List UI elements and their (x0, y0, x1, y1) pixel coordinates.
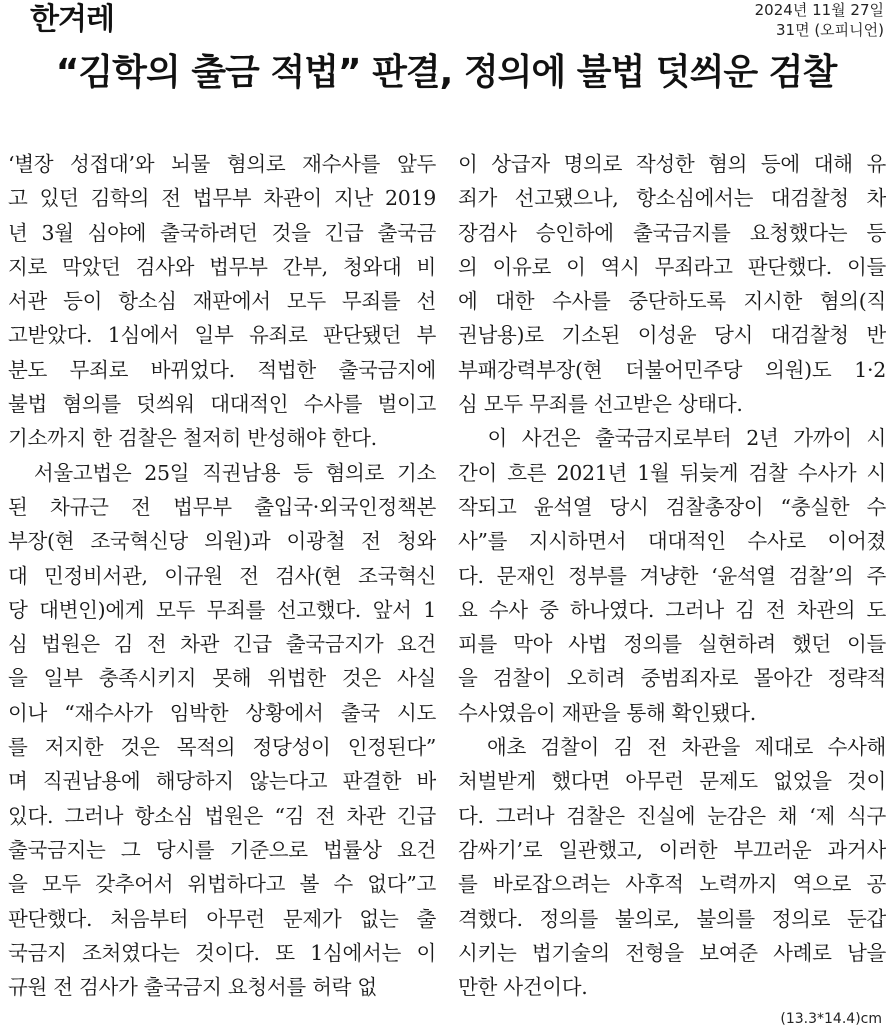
text-line: 서울고법은 25일 직권남용 등 혐의로 기소 (8, 460, 436, 485)
text-line: 이나 “재수사가 임박한 상황에서 출국 시도 (8, 700, 436, 725)
text-line: 감싸기’로 일관했고, 이러한 부끄러운 과거사 (458, 837, 886, 862)
text-line: 시키는 법기술의 전형을 보여준 사례로 남을 (458, 940, 886, 965)
article-dimensions: (13.3*14.4)cm (780, 1011, 882, 1027)
text-line: 요 수사 중 하나였다. 그러나 김 전 차관의 도 (458, 597, 886, 622)
text-line: 대 민정비서관, 이규원 전 검사(현 조국혁신 (8, 563, 436, 588)
text-line: 판단했다. 처음부터 아무런 문제가 없는 출 (8, 906, 436, 931)
text-line: 고받았다. 1심에서 일부 유죄로 판단됐던 부 (8, 323, 436, 348)
text-line: 지로 막았던 검사와 법무부 간부, 청와대 비 (8, 254, 436, 279)
text-line: 작되고 윤석열 당시 검찰총장이 “충실한 수 (458, 494, 886, 519)
text-line: 죄가 선고됐으나, 항소심에서는 대검찰청 차 (458, 186, 886, 211)
text-line: 된 차규근 전 법무부 출입국·외국인정책본 (8, 494, 436, 519)
text-line: 다. 그러나 검찰은 진실에 눈감은 채 ‘제 식구 (458, 803, 886, 828)
text-line: 고 있던 김학의 전 법무부 차관이 지난 2019 (8, 186, 436, 211)
article-headline: “김학의 출금 적법” 판결, 정의에 불법 덧씌운 검찰 (55, 52, 837, 93)
dateline (755, 0, 884, 40)
text-line: 를 바로잡으려는 사후적 노력까지 역으로 공 (458, 872, 886, 897)
text-line: 이 상급자 명의로 작성한 혐의 등에 대해 유 (458, 152, 886, 176)
text-line: 을 모두 갖추어서 위법하다고 볼 수 없다”고 (8, 872, 436, 897)
text-line: 부장(현 조국혁신당 의원)과 이광철 전 청와 (8, 529, 436, 554)
text-line: 부패강력부장(현 더불어민주당 의원)도 1·2 (458, 357, 886, 382)
text-line: 분도 무죄로 바뀌었다. 적법한 출국금지에 (8, 357, 436, 382)
text-line: ‘별장 성접대’와 뇌물 혐의로 재수사를 앞두 (8, 152, 436, 176)
text-line: 규원 전 검사가 출국금지 요청서를 허락 없 (8, 975, 377, 1000)
text-line: 애초 검찰이 김 전 차관을 제대로 수사해 (458, 735, 886, 760)
text-line: 만한 사건이다. (458, 975, 588, 1000)
text-line: 출국금지는 그 당시를 기준으로 법률상 요건 (8, 837, 436, 862)
text-line: 을 일부 충족시키지 못해 위법한 것은 사실 (8, 666, 436, 691)
text-line: 간이 흐른 2021년 1월 뒤늦게 검찰 수사가 시 (458, 460, 886, 485)
text-line: 서관 등이 항소심 재판에서 모두 무죄를 선 (8, 289, 436, 314)
text-line: 당 대변인)에게 모두 무죄를 선고했다. 앞서 1 (8, 597, 436, 622)
text-line: 권남용)로 기소된 이성윤 당시 대검찰청 반 (458, 323, 886, 348)
page-section: 31면 (오피니언) (775, 21, 884, 39)
text-line: 피를 막아 사법 정의를 실현하려 했던 이들 (458, 632, 886, 657)
text-line: 년 3월 심야에 출국하려던 것을 긴급 출국금 (8, 220, 436, 245)
article-column-left (8, 147, 436, 1004)
publication-date: 2024년 11월 27일 (754, 1, 884, 19)
text-line: 장검사 승인하에 출국금지를 요청했다는 등 (458, 220, 886, 245)
text-line: 사”를 지시하면서 대대적인 수사로 이어졌 (458, 529, 886, 554)
text-line: 격했다. 정의를 불의로, 불의를 정의로 둔갑 (458, 906, 886, 931)
text-line: 이 사건은 출국금지로부터 2년 가까이 시 (458, 426, 886, 451)
text-line: 심 법원은 김 전 차관 긴급 출국금지가 요건 (8, 632, 436, 657)
text-line: 다. 문재인 정부를 겨냥한 ‘윤석열 검찰’의 주 (458, 563, 886, 588)
text-line: 심 모두 무죄를 선고받은 상태다. (458, 392, 743, 417)
newspaper-logo: 한겨레 (30, 2, 114, 37)
text-line: 의 이유로 이 역시 무죄라고 판단했다. 이들 (458, 254, 886, 279)
text-line: 불법 혐의를 덧씌워 대대적인 수사를 벌이고 (8, 392, 436, 417)
text-line: 국금지 조처였다는 것이다. 또 1심에서는 이 (8, 940, 436, 965)
text-line: 며 직권남용에 해당하지 않는다고 판결한 바 (8, 769, 436, 794)
text-line: 수사였음이 재판을 통해 확인됐다. (458, 700, 756, 725)
article-column-right (458, 147, 886, 1004)
text-line: 를 저지한 것은 목적의 정당성이 인정된다” (8, 735, 436, 760)
text-line: 을 검찰이 오히려 중범죄자로 몰아간 정략적 (458, 666, 886, 691)
text-line: 기소까지 한 검찰은 철저히 반성해야 한다. (8, 426, 377, 451)
text-line: 있다. 그러나 항소심 법원은 “김 전 차관 긴급 (8, 803, 436, 828)
text-line: 에 대한 수사를 중단하도록 지시한 혐의(직 (458, 289, 886, 314)
text-line: 처벌받게 했다면 아무런 문제도 없었을 것이 (458, 769, 886, 794)
